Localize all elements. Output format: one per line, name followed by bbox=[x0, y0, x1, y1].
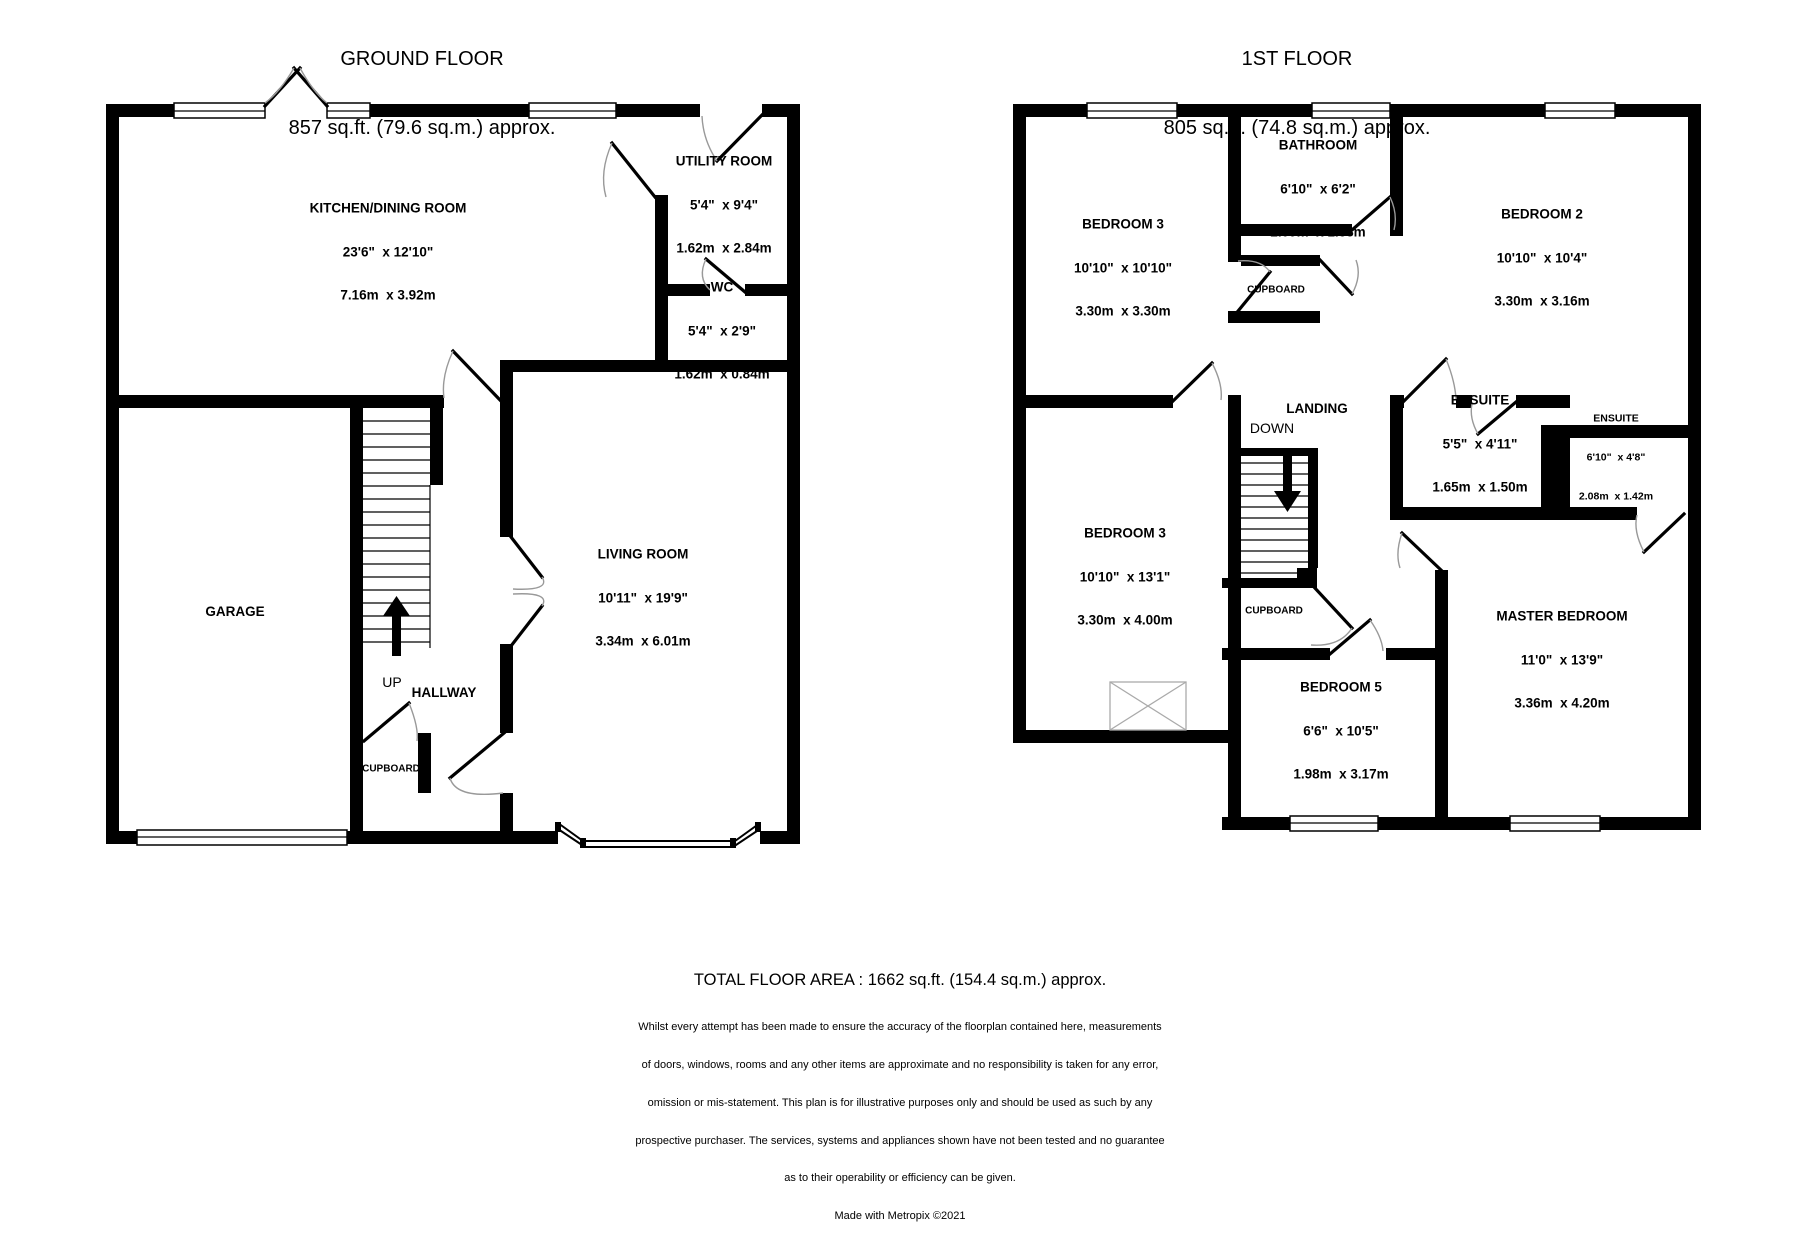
first-floor-title-text: 1ST FLOOR bbox=[1241, 48, 1353, 70]
label-bedroom2 bbox=[1494, 178, 1589, 338]
label-living-room bbox=[595, 518, 690, 678]
label-hallway bbox=[412, 657, 477, 730]
ground-floor-area-text: 857 sq.ft. (79.6 sq.m.) approx. bbox=[288, 117, 556, 139]
room-name: DOWN bbox=[1249, 419, 1295, 436]
room-name: BEDROOM 5 bbox=[1300, 679, 1382, 695]
room-name: LIVING ROOM bbox=[597, 546, 689, 562]
room-imperial: 10'10" x 10'4" bbox=[1496, 249, 1588, 265]
room-name: ENSUITE bbox=[1593, 412, 1639, 425]
room-name: BATHROOM bbox=[1278, 137, 1358, 153]
room-imperial: 10'10" x 10'10" bbox=[1073, 259, 1173, 275]
room-metric: 7.16m x 3.92m bbox=[340, 287, 436, 303]
label-master-bedroom bbox=[1496, 580, 1627, 740]
label-bedroom3-upper bbox=[1074, 188, 1172, 348]
label-garage bbox=[205, 576, 264, 649]
room-name: BEDROOM 2 bbox=[1501, 206, 1583, 222]
room-name: CUPBOARD bbox=[1245, 605, 1303, 617]
first-floor-stairs bbox=[1241, 463, 1308, 573]
disclaimer-line: Whilst every attempt has been made to ensure the accuracy of the floorplan contained here, measurements bbox=[638, 1021, 1162, 1034]
room-metric: 1.98m x 3.17m bbox=[1293, 766, 1389, 782]
label-cupboard-lower bbox=[1245, 584, 1303, 639]
room-name: CUPBOARD bbox=[1247, 284, 1305, 296]
label-cupboard-upper bbox=[1247, 263, 1305, 318]
label-bathroom bbox=[1270, 109, 1365, 269]
room-metric: 3.30m x 4.00m bbox=[1077, 612, 1173, 628]
room-name: GARAGE bbox=[205, 603, 265, 619]
room-imperial: 10'10" x 13'1" bbox=[1079, 568, 1171, 584]
living-double-door-leaf bbox=[511, 606, 542, 646]
room-imperial: 11'0" x 13'9" bbox=[1520, 651, 1604, 667]
label-ensuite2 bbox=[1579, 387, 1653, 530]
room-name: HALLWAY bbox=[411, 684, 477, 700]
room-name: MASTER BEDROOM bbox=[1496, 608, 1628, 624]
disclaimer-line: as to their operability or efficiency can be given. bbox=[784, 1172, 1016, 1185]
label-bedroom5 bbox=[1293, 651, 1388, 811]
label-landing bbox=[1286, 373, 1348, 446]
room-name: CUPBOARD bbox=[362, 763, 420, 775]
room-name: BEDROOM 3 bbox=[1084, 525, 1166, 541]
disclaimer-line: prospective purchaser. The services, systems and appliances shown have not been tested and no guarantee bbox=[635, 1134, 1165, 1147]
room-name: WC bbox=[710, 279, 734, 295]
room-metric: 1.65m x 1.50m bbox=[1432, 479, 1528, 495]
label-down bbox=[1250, 392, 1294, 465]
room-imperial: 6'10" x 4'8" bbox=[1586, 451, 1646, 464]
room-imperial: 6'6" x 10'5" bbox=[1303, 722, 1379, 738]
room-imperial: 5'4" x 9'4" bbox=[689, 196, 758, 212]
first-floor-area-text: 805 sq.ft. (74.8 sq.m.) approx. bbox=[1163, 117, 1431, 139]
disclaimer-line: omission or mis-statement. This plan is for illustrative purposes only and should be used as such by any bbox=[647, 1096, 1153, 1109]
room-name: LANDING bbox=[1286, 400, 1348, 416]
room-metric: 3.36m x 4.20m bbox=[1514, 695, 1610, 711]
bedroom3-lower-door-leaf bbox=[1173, 363, 1212, 401]
room-name: KITCHEN/DINING ROOM bbox=[309, 200, 467, 216]
label-wc bbox=[674, 251, 769, 411]
room-metric: 3.34m x 6.01m bbox=[595, 633, 691, 649]
room-metric: 2.08m x 1.42m bbox=[1578, 490, 1654, 503]
credit-line: Made with Metropix ©2021 bbox=[834, 1210, 966, 1223]
kitchen-door-leaf bbox=[453, 351, 500, 400]
room-name: UTILITY ROOM bbox=[675, 153, 773, 169]
disclaimer-line: of doors, windows, rooms and any other items are approximate and no responsibility is taken for any error, bbox=[641, 1058, 1159, 1071]
label-kitchen-dining-room bbox=[310, 172, 467, 332]
room-metric: 2.09m x 1.88m bbox=[1270, 224, 1366, 240]
label-up bbox=[382, 646, 401, 719]
room-name: BEDROOM 3 bbox=[1082, 216, 1164, 232]
living-double-door-leaf bbox=[511, 537, 542, 577]
hallway-living-door-leaf bbox=[450, 733, 504, 778]
room-metric: 1.62m x 0.84m bbox=[674, 366, 770, 382]
disclaimer bbox=[635, 996, 1164, 1248]
vestibule-door-leaf bbox=[612, 143, 655, 197]
total-floor-area: TOTAL FLOOR AREA : 1662 sq.ft. (154.4 sq.m.) approx. bbox=[693, 971, 1107, 989]
room-imperial: 10'11" x 19'9" bbox=[598, 589, 688, 605]
room-metric: 1.62m x 2.84m bbox=[676, 240, 772, 256]
label-ensuite1 bbox=[1432, 364, 1527, 524]
chimney-breast bbox=[1110, 682, 1186, 730]
room-metric: 3.30m x 3.16m bbox=[1494, 293, 1590, 309]
label-bedroom3-lower bbox=[1077, 497, 1172, 657]
ground-floor-title-text: GROUND FLOOR bbox=[340, 48, 504, 70]
cupboard-lower-door-leaf bbox=[1313, 586, 1352, 628]
room-imperial: 6'10" x 6'2" bbox=[1280, 180, 1356, 196]
room-name: ENSUITE bbox=[1450, 392, 1510, 408]
master-bedroom-door-leaf bbox=[1402, 533, 1441, 570]
room-imperial: 5'4" x 2'9" bbox=[687, 322, 757, 338]
room-metric: 3.30m x 3.30m bbox=[1075, 303, 1171, 319]
ground-floor-title bbox=[289, 2, 556, 186]
room-imperial: 23'6" x 12'10" bbox=[342, 243, 434, 259]
label-cupboard-ground bbox=[362, 742, 420, 797]
room-name: UP bbox=[382, 673, 402, 690]
room-imperial: 5'5" x 4'11" bbox=[1442, 435, 1518, 451]
